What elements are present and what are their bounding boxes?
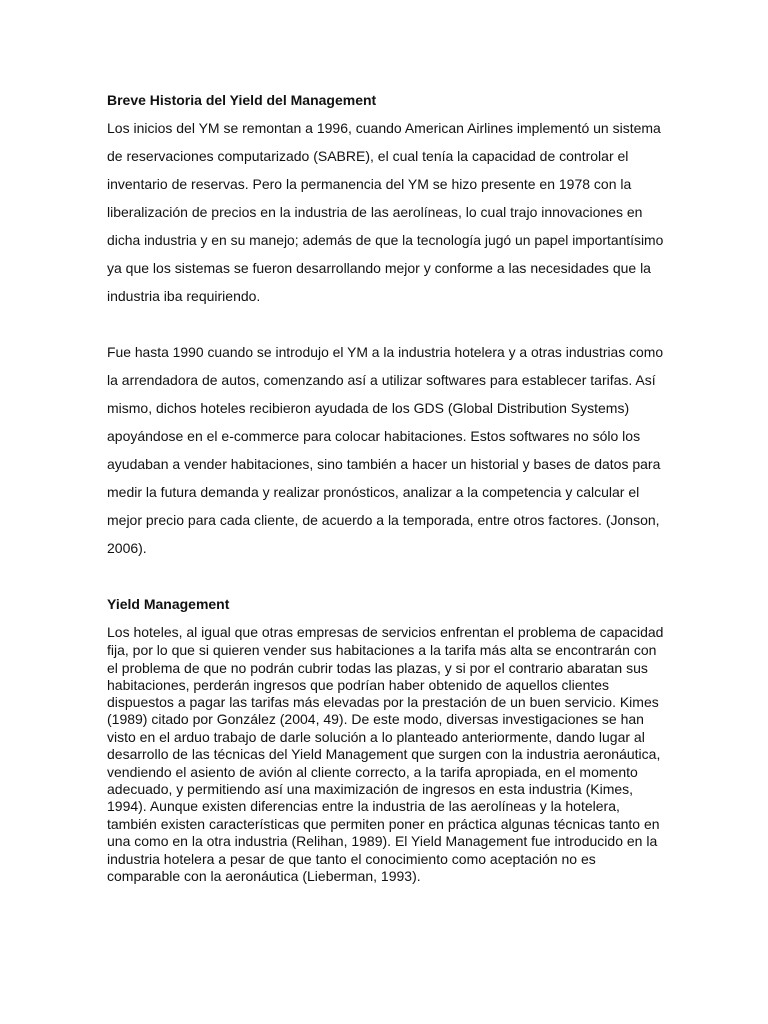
paragraph-line: apoyándose en el e-commerce para colocar habitaciones. Estos softwares no sólo los [107,428,641,444]
paragraph-line: habitaciones, perderán ingresos que podrían haber obtenido de aquellos clientes [107,677,610,693]
paragraph-line: mejor precio para cada cliente, de acuerdo a la temporada, entre otros factores. (Jonson, [107,512,660,528]
paragraph-line: la arrendadora de autos, comenzando así a utilizar softwares para establecer tarifas. Así [107,372,656,388]
paragraph-line: 2006). [107,540,147,556]
paragraph-line: vendiendo el asiento de avión al cliente correcto, a la tarifa apropiada, en el momento [107,764,638,780]
paragraph-line: Los inicios del YM se remontan a 1996, cuando American Airlines implementó un sistema [107,120,661,136]
paragraph-line: fija, por lo que si quieren vender sus habitaciones a la tarifa más alta se encontrarán con [107,642,657,658]
paragraph-line: también existen características que permiten poner en práctica algunas técnicas tanto en [107,816,660,832]
paragraph-line: (1989) citado por González (2004, 49). De este modo, diversas investigaciones se han [107,711,644,727]
paragraph-line: ayudaban a vender habitaciones, sino también a hacer un historial y bases de datos para [107,456,661,472]
paragraph-line: liberalización de precios en la industria de las aerolíneas, lo cual trajo innovaciones en [107,204,643,220]
paragraph-line: una como en la otra industria (Relihan, 1989). El Yield Management fue introducido en la [107,833,658,849]
paragraph-line: 1994). Aunque existen diferencias entre la industria de las aerolíneas y la hotelera, [107,798,620,814]
paragraph-line: dicha industria y en su manejo; además de que la tecnología jugó un papel importantísimo [107,232,664,248]
paragraph-line: ya que los sistemas se fueron desarrollando mejor y conforme a las necesidades que la [107,260,651,276]
paragraph-line: de reservaciones computarizado (SABRE), el cual tenía la capacidad de controlar el [107,148,629,164]
paragraph-line: el problema de que no podrán cubrir todas las plazas, y si por el contrario abaratan sus [107,660,648,676]
paragraph-line: mismo, dichos hoteles recibieron ayudada de los GDS (Global Distribution Systems) [107,400,630,416]
paragraph-line: dispuestos a pagar las tarifas más elevadas por la prestación de un buen servicio. Kimes [107,694,659,710]
paragraph-line: adecuado, y permitiendo así una maximización de ingresos en esta industria (Kimes, [107,781,634,797]
paragraph-line: industria iba requiriendo. [107,288,261,304]
section-heading-yield-management: Yield Management [107,596,230,612]
paragraph-line: medir la futura demanda y realizar pronósticos, analizar a la competencia y calcular el [107,484,640,500]
paragraph-line: Fue hasta 1990 cuando se introdujo el YM a la industria hotelera y a otras industrias como [107,344,664,360]
paragraph-line: industria hotelera a pesar de que tanto el conocimiento como aceptación no es [107,851,596,867]
paragraph-line: comparable con la aeronáutica (Lieberman, 1993). [107,868,421,884]
paragraph-line: desarrollo de las técnicas del Yield Management que surgen con la industria aeronáutica, [107,746,661,762]
paragraph-line: inventario de reservas. Pero la permanencia del YM se hizo presente en 1978 con la [107,176,632,192]
paragraph-line: Los hoteles, al igual que otras empresas de servicios enfrentan el problema de capacidad [107,624,664,640]
paragraph-line: visto en el arduo trabajo de darle solución a lo planteado anteriormente, dando lugar al [107,729,645,745]
section-heading-history: Breve Historia del Yield del Management [107,92,377,108]
